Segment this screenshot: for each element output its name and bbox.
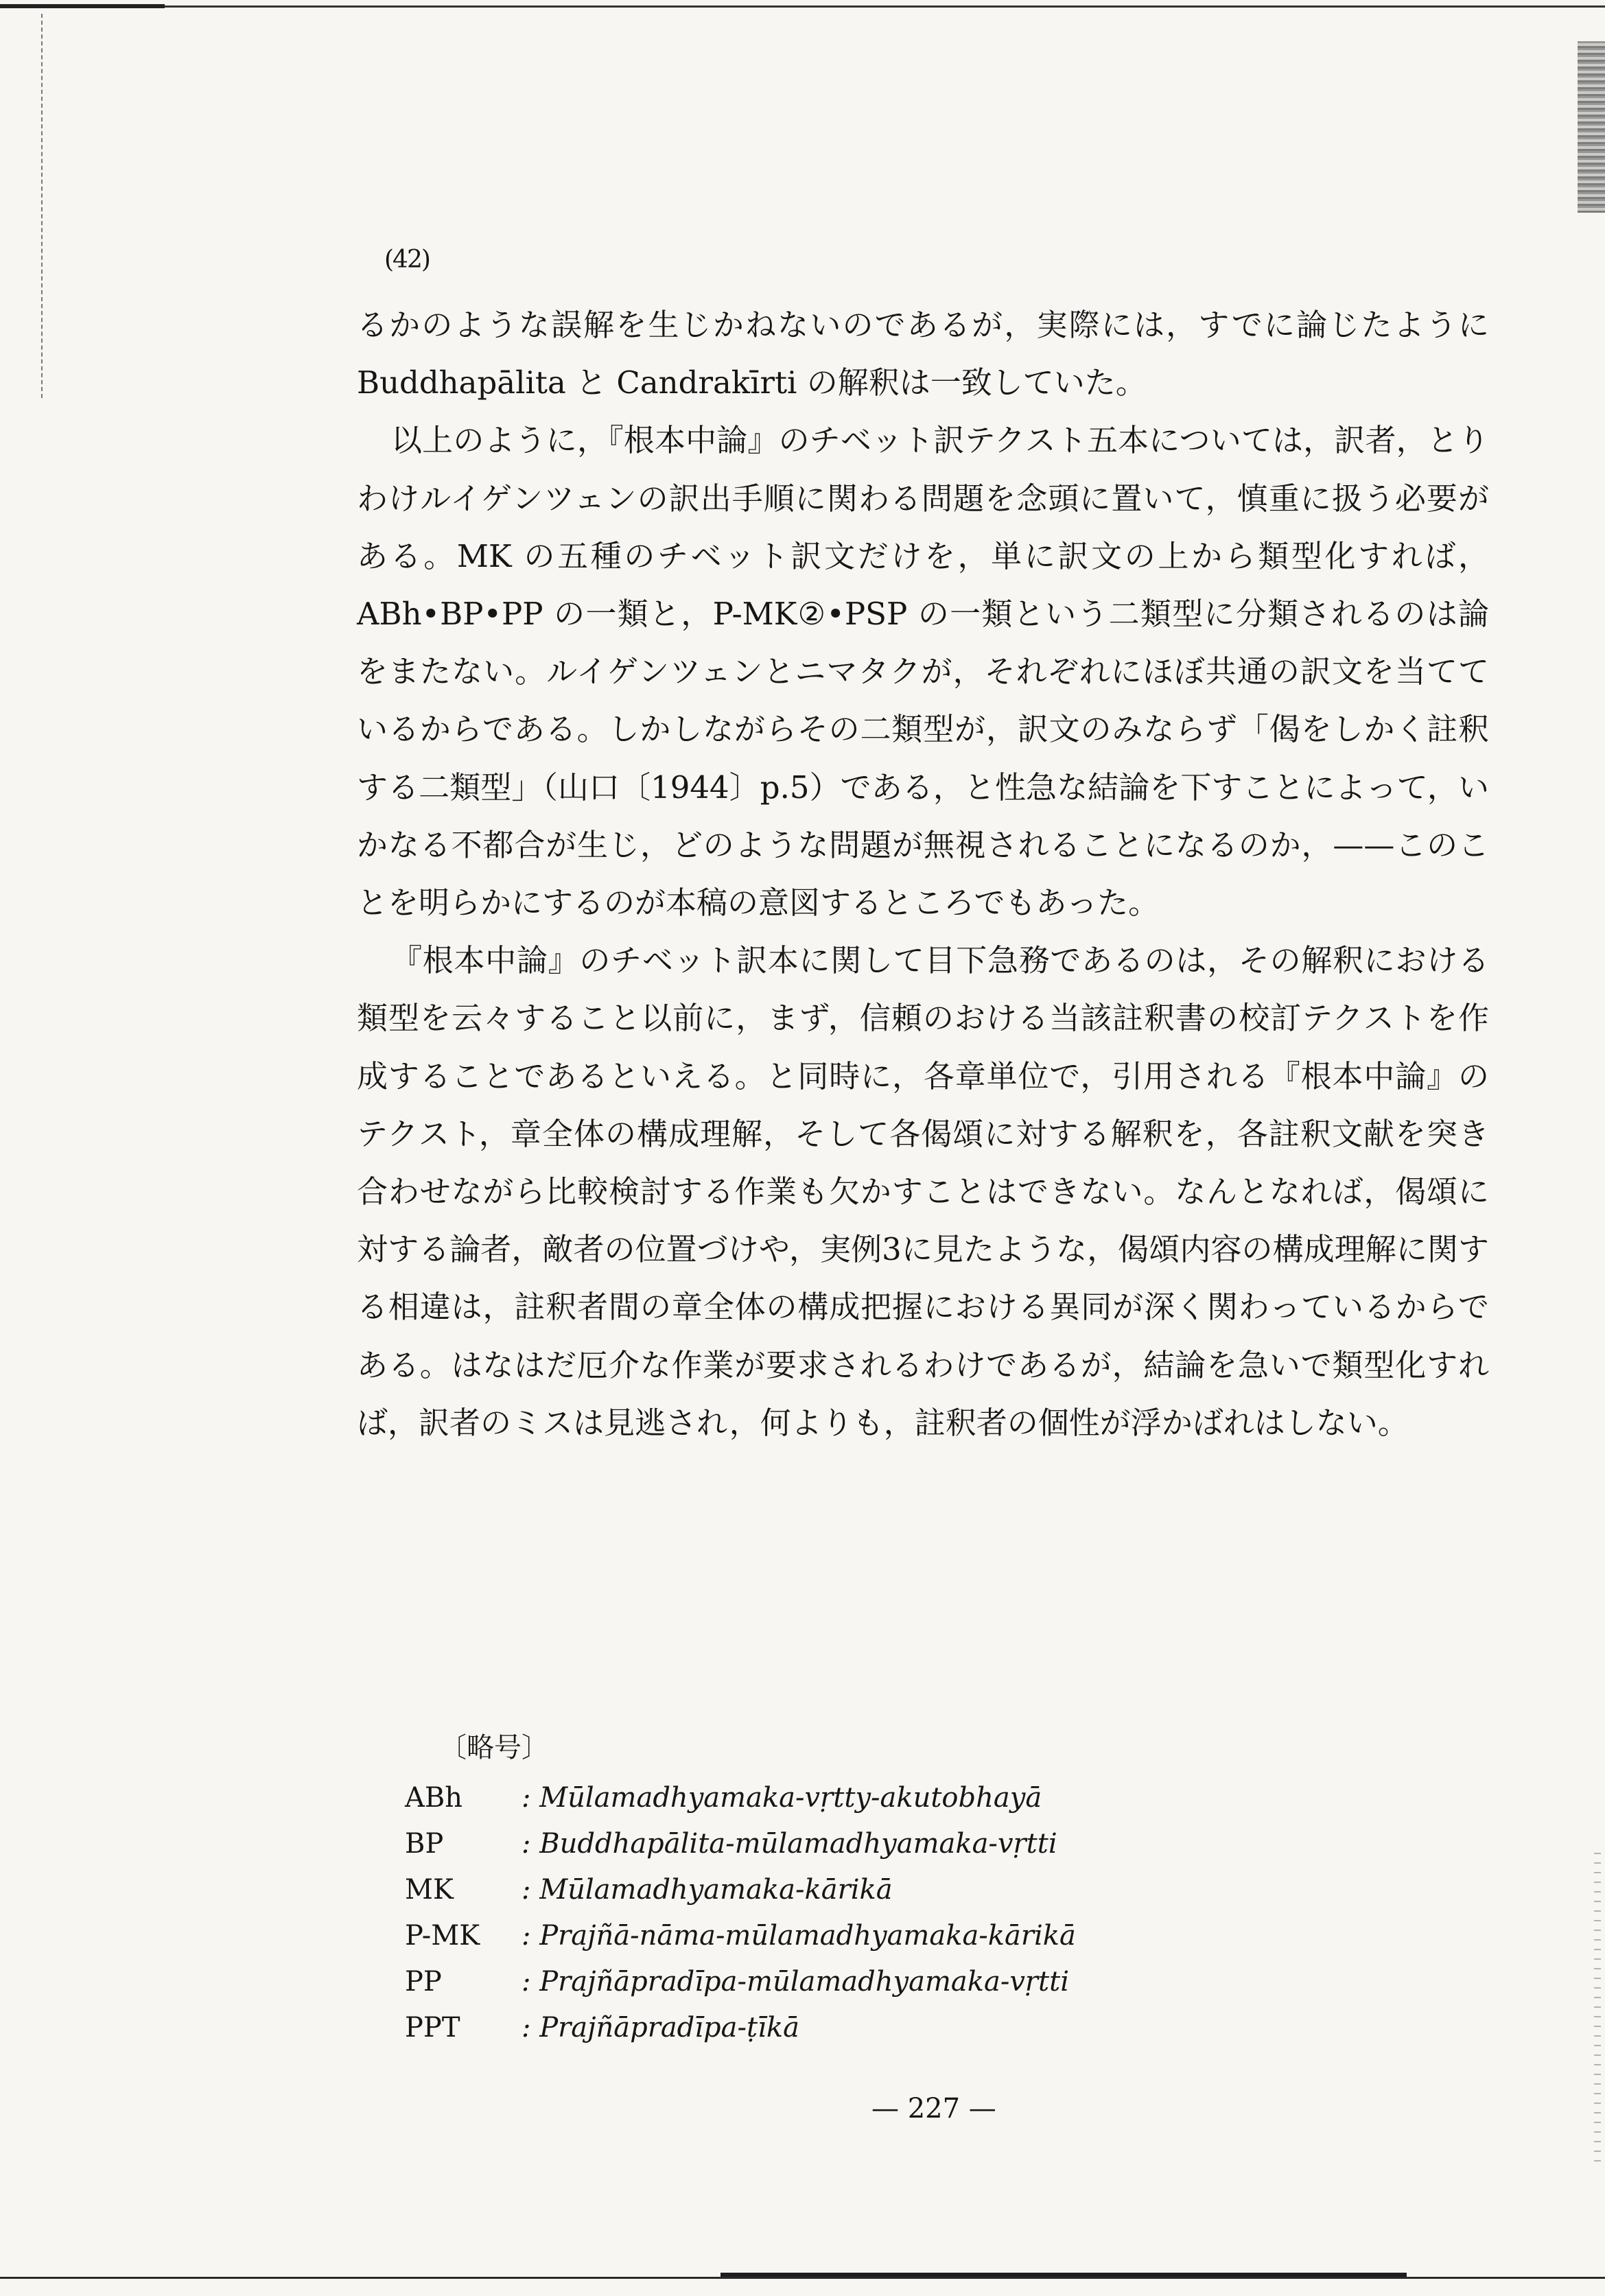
- paragraph: 以上のように，『根本中論』のチベット訳テクスト五本については，訳者，とりわけルイゲンツェンの訳出手順に関わる問題を念頭に置いて，慎重に扱う必要がある。MK の五種のチベット訳文だけを，単に訳文の上から類型化すれば，ABh•BP•PP の一類と，P-MK②•PSP の一類という二類型に分類されるのは論をまたない。ルイゲンツェンとニマタクが，それぞれにほぼ共通の訳文を当てているからである。しかしながらその二類型が，訳文のみならず「偈をしかく註釈する二類型」（山口〔1944〕p.5）である，と性急な結論を下すことによって，いかなる不都合が生じ，どのような問題が無視されることになるのか，——このことを明らかにするのが本稿の意図するところでもあった。: [357, 422, 1489, 922]
- page-marker: (42): [384, 246, 430, 274]
- abbreviation-list: [405, 1726, 1228, 2050]
- abbreviation-key: BP: [405, 1827, 444, 1860]
- page-number: — 227 —: [871, 2093, 996, 2124]
- abbreviation-row: [405, 2004, 1228, 2050]
- abbreviation-value: : Mūlamadhyamaka-kārikā: [522, 1873, 893, 1906]
- scan-border-top: [0, 5, 1605, 8]
- abbreviation-key: PPT: [405, 2011, 460, 2043]
- body-text: [357, 296, 1489, 1452]
- scan-border-left: [41, 14, 43, 398]
- abbreviation-key: ABh: [405, 1781, 463, 1814]
- abbreviation-row: [405, 1958, 1228, 2004]
- scan-border-bottom: [0, 2277, 1605, 2279]
- paragraph-continued: るかのような誤解を生じかねないのであるが，実際には，すでに論じたようにBuddhapālita と Candrakīrti の解釈は一致していた。: [357, 307, 1489, 401]
- abbreviation-value: : Prajñāpradīpa-mūlamadhyamaka-vṛtti: [522, 1965, 1069, 1998]
- abbreviation-heading: 〔略号〕: [439, 1732, 549, 1764]
- abbreviation-key: MK: [405, 1873, 454, 1906]
- abbreviation-row: [405, 1912, 1228, 1958]
- abbreviation-value: : Mūlamadhyamaka-vṛtty-akutobhayā: [522, 1781, 1042, 1814]
- abbreviation-key: PP: [405, 1965, 442, 1998]
- abbreviation-value: : Buddhapālita-mūlamadhyamaka-vṛtti: [522, 1827, 1057, 1860]
- scan-border-bottom-mark: [721, 2273, 1407, 2277]
- scan-edge-noise: [1594, 1853, 1601, 2162]
- scan-border-top-mark: [0, 4, 165, 8]
- abbreviation-row: [405, 1774, 1228, 1820]
- scan-binding-shadow: [1578, 41, 1605, 213]
- abbreviation-key: P-MK: [405, 1919, 480, 1952]
- abbreviation-row: [405, 1866, 1228, 1912]
- abbreviation-row: [405, 1820, 1228, 1866]
- abbreviation-value: : Prajñāpradīpa-ṭīkā: [522, 2011, 799, 2043]
- paragraph: 『根本中論』のチベット訳本に関して目下急務であるのは，その解釈における類型を云々すること以前に，まず，信頼のおける当該註釈書の校訂テクストを作成することであるといえる。と同時に，各章単位で，引用される『根本中論』のテクスト，章全体の構成理解，そして各偈頌に対する解釈を，各註釈文献を突き合わせながら比較検討する作業も欠かすことはできない。なんとなれば，偈頌に対する論者，敵者の位置づけや，実例3に見たような，偈頌内容の構成理解に関する相違は，註釈者間の章全体の構成把握における異同が深く関わっているからである。はなはだ厄介な作業が要求されるわけであるが，結論を急いで類型化すれば，訳者のミスは見逃され，何よりも，註釈者の個性が浮かばれはしない。: [357, 942, 1489, 1441]
- abbreviation-value: : Prajñā-nāma-mūlamadhyamaka-kārikā: [522, 1919, 1076, 1952]
